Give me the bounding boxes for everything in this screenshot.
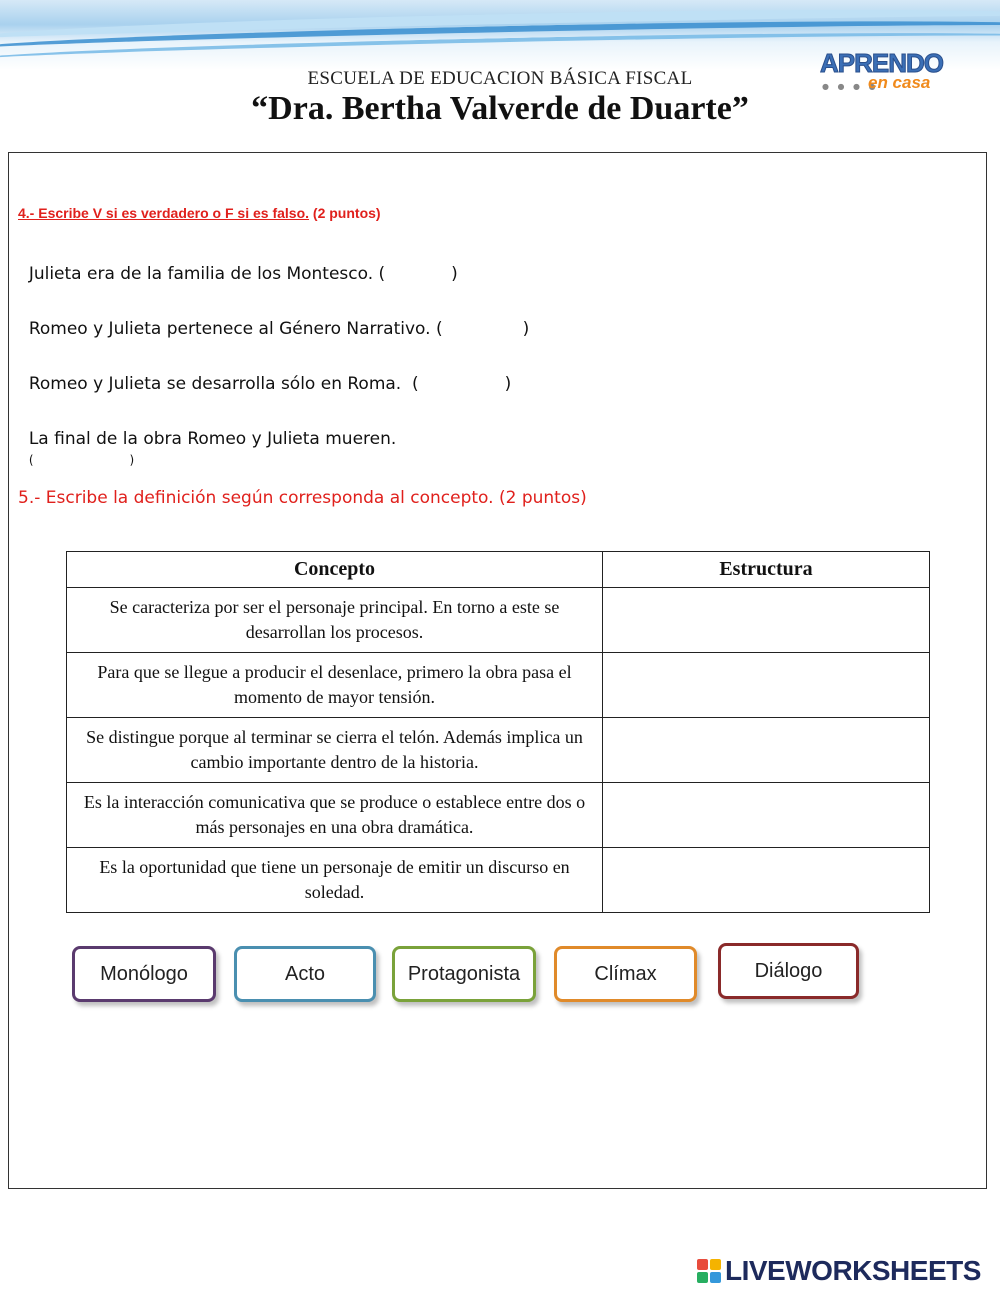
school-title: “Dra. Bertha Valverde de Duarte”: [251, 90, 749, 127]
aprendo-en-casa-logo: [820, 48, 950, 96]
true-false-item: [18, 299, 529, 339]
statement-close: ): [504, 374, 512, 394]
answer-blank[interactable]: [385, 264, 451, 284]
choice-protagonista[interactable]: Protagonista: [392, 946, 536, 1002]
liveworksheets-logo: [697, 1253, 981, 1289]
liveworksheets-grid-icon: [697, 1259, 721, 1283]
answer-input[interactable]: [603, 718, 929, 782]
liveworksheets-wordmark: LIVEWORKSHEETS: [725, 1255, 981, 1286]
table-row: [67, 848, 930, 913]
concept-cell: Para que se llegue a producir el desenlace, primero la obra pasa el momento de mayor tensión.: [67, 653, 603, 718]
answer-blank[interactable]: [443, 319, 523, 339]
logo-text-aprendo: APRENDO: [820, 48, 944, 78]
statement-text: La final de la obra Romeo y Julieta mueren.: [28, 429, 397, 449]
concept-cell: Se caracteriza por ser el personaje principal. En torno a este se desarrollan los procesos.: [67, 588, 603, 653]
logo-dots-icon: ● ● ● ●: [822, 82, 879, 91]
true-false-item: [18, 244, 458, 284]
question-4-instruction: 4.- Escribe V si es verdadero o F si es falso.: [18, 205, 310, 221]
answer-input[interactable]: [603, 653, 929, 717]
brand-square: [710, 1272, 721, 1283]
statement-text: Julieta era de la familia de los Montesco. (: [28, 264, 386, 284]
statement-open: (: [28, 453, 34, 467]
answer-input[interactable]: [603, 783, 929, 847]
table-row: [67, 653, 930, 718]
choice-dialogo[interactable]: Diálogo: [718, 943, 859, 999]
concept-cell: Es la oportunidad que tiene un personaje de emitir un discurso en soledad.: [67, 848, 603, 913]
answer-cell: [603, 718, 930, 783]
concept-table: [66, 551, 930, 913]
concept-cell: Se distingue porque al terminar se cierra el telón. Además implica un cambio importante dentro de la historia.: [67, 718, 603, 783]
choice-acto[interactable]: Acto: [234, 946, 376, 1002]
brand-square: [697, 1272, 708, 1283]
answer-cell: [603, 653, 930, 718]
column-header-estructura: Estructura: [603, 552, 930, 588]
brand-square: [710, 1259, 721, 1270]
table-row: [67, 783, 930, 848]
table-header-row: [67, 552, 930, 588]
answer-blank[interactable]: [34, 449, 130, 469]
statement-text: Romeo y Julieta se desarrolla sólo en Roma. (: [28, 374, 419, 394]
table-row: [67, 588, 930, 653]
statement-close: ): [129, 453, 135, 467]
concept-cell: Es la interacción comunicativa que se produce o establece entre dos o más personajes en una obra dramática.: [67, 783, 603, 848]
statement-close: ): [522, 319, 530, 339]
answer-input[interactable]: [603, 848, 929, 912]
true-false-item: [18, 354, 511, 394]
brand-square: [697, 1259, 708, 1270]
logo-text-en-casa: en casa: [868, 73, 931, 92]
column-header-concepto: Concepto: [67, 552, 603, 588]
answer-blank[interactable]: [419, 374, 505, 394]
question-4-title: [18, 205, 381, 221]
question-5-title: 5.- Escribe la definición según corresponda al concepto. (2 puntos): [18, 488, 587, 508]
statement-text: Romeo y Julieta pertenece al Género Narrativo. (: [28, 319, 443, 339]
choice-climax[interactable]: Clímax: [554, 946, 697, 1002]
answer-cell: [603, 848, 930, 913]
question-4-points: (2 puntos): [309, 205, 381, 221]
choice-bank: [72, 946, 872, 1011]
table-row: [67, 718, 930, 783]
statement-close: ): [451, 264, 458, 284]
answer-cell: [603, 588, 930, 653]
answer-input[interactable]: [603, 588, 929, 652]
true-false-item: [18, 409, 396, 469]
school-name: ESCUELA DE EDUCACION BÁSICA FISCAL: [307, 68, 693, 89]
choice-monologo[interactable]: Monólogo: [72, 946, 216, 1002]
answer-cell: [603, 783, 930, 848]
